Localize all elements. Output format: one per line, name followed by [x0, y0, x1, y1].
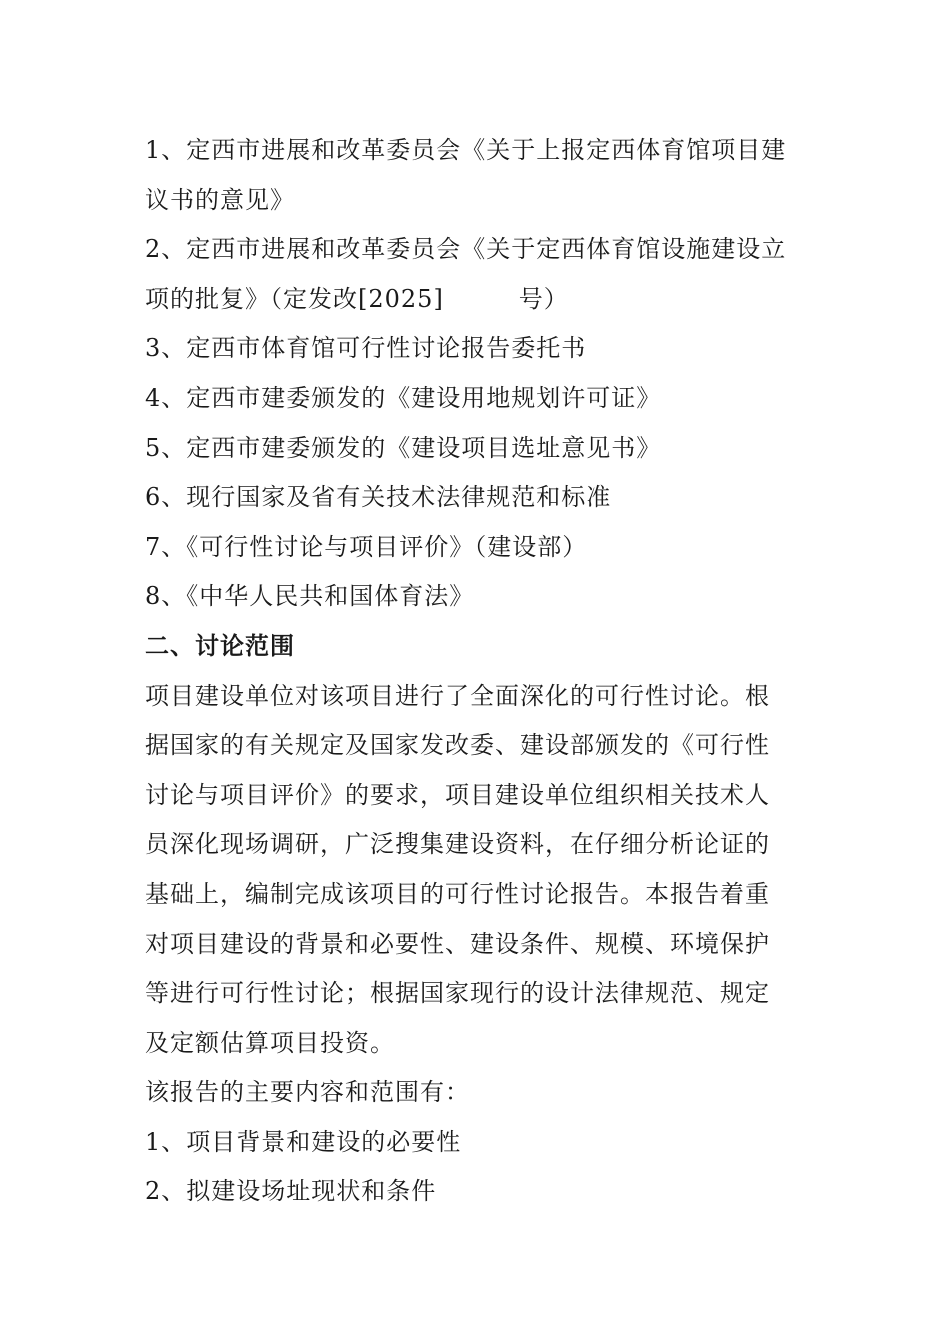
paragraph-line: 及定额估算项目投资。 [145, 1028, 395, 1057]
paragraph-line: 据国家的有关规定及国家发改委、建设部颁发的《可行性 [145, 731, 770, 760]
basis-item-2-line-2: 项的批复》（定发改[2025] 号） [145, 284, 569, 313]
scope-item-2: 2、拟建设场址现状和条件 [145, 1177, 437, 1206]
scope-item-1: 1、项目背景和建设的必要性 [145, 1127, 462, 1156]
paragraph-line: 基础上，编制完成该项目的可行性讨论报告。本报告着重 [145, 879, 770, 908]
document-body [145, 126, 805, 1217]
basis-item-2-line-1: 2、定西市进展和改革委员会《关于定西体育馆设施建设立 [145, 235, 787, 264]
basis-item-4: 4、定西市建委颁发的《建设用地规划许可证》 [145, 383, 662, 412]
scope-intro: 该报告的主要内容和范围有： [145, 1078, 470, 1107]
basis-item-8: 8、《中华人民共和国体育法》 [145, 582, 475, 611]
basis-item-3: 3、定西市体育馆可行性讨论报告委托书 [145, 334, 587, 363]
basis-item-7: 7、《可行性讨论与项目评价》（建设部） [145, 532, 588, 561]
basis-item-1-line-2: 议书的意见》 [145, 185, 295, 214]
paragraph-line: 项目建设单位对该项目进行了全面深化的可行性讨论。根 [145, 681, 770, 710]
paragraph-line: 讨论与项目评价》的要求，项目建设单位组织相关技术人 [145, 780, 770, 809]
basis-item-6: 6、现行国家及省有关技术法律规范和标准 [145, 483, 612, 512]
paragraph-line: 员深化现场调研，广泛搜集建设资料，在仔细分析论证的 [145, 830, 770, 859]
paragraph-line: 等进行可行性讨论；根据国家现行的设计法律规范、规定 [145, 979, 770, 1008]
paragraph-line: 对项目建设的背景和必要性、建设条件、规模、环境保护 [145, 929, 770, 958]
section-heading: 二、讨论范围 [145, 631, 295, 660]
basis-item-1-line-1: 1、定西市进展和改革委员会《关于上报定西体育馆项目建 [145, 136, 787, 164]
basis-item-5: 5、定西市建委颁发的《建设项目选址意见书》 [145, 433, 662, 462]
